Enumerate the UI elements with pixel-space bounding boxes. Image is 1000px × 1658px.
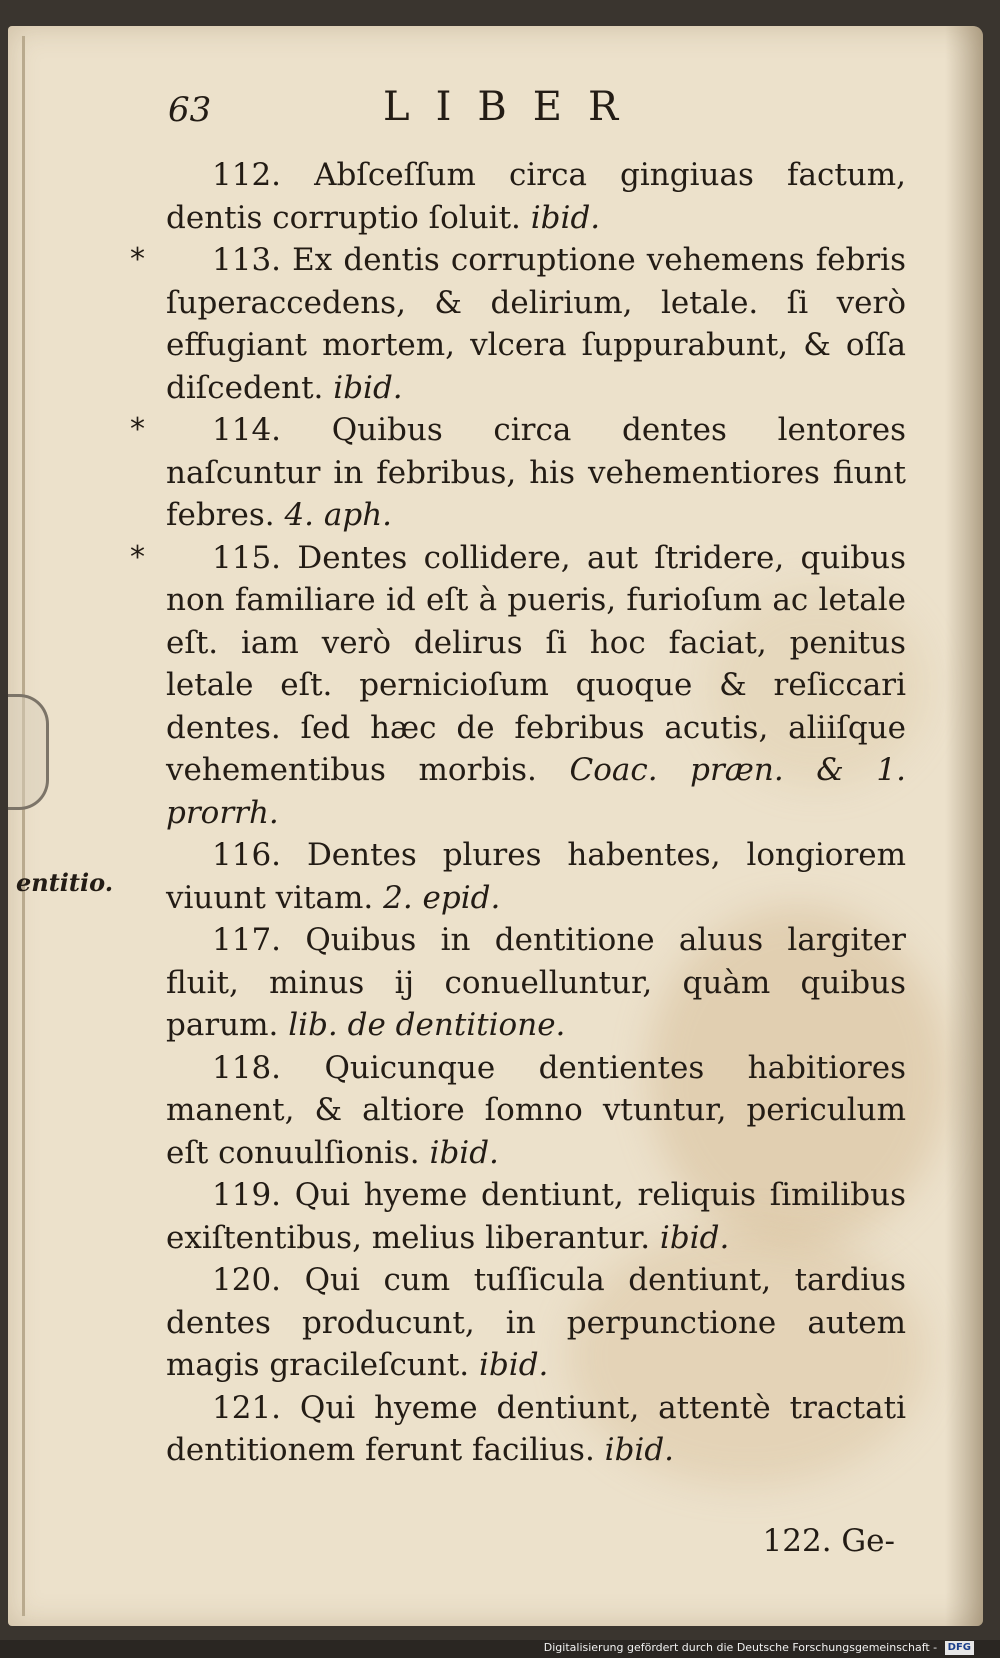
aphorism-entry [166,1259,906,1387]
entry-number: 121. [212,1389,282,1426]
margin-note: entitio. [16,868,114,897]
entry-text: Qui cum tuſſicula dentiunt, tardius dentes producunt, in perpunctione autem magis gracileſcunt. [166,1262,906,1383]
entry-text: Qui hyeme dentiunt, attentè tractati dentitionem ferunt facilius. [166,1389,906,1468]
entry-number: 120. [212,1262,282,1298]
book-clasp [8,694,49,810]
source-reference: ibid. [530,199,601,236]
aphorism-entry [166,919,906,1047]
source-reference: ibid. [604,1432,675,1468]
source-reference: Coac. præn. & 1. prorrh. [166,752,907,831]
asterisk-marker: * [130,412,145,447]
entry-number: 119. [212,1177,282,1213]
credit-text: Digitalisierung gefördert durch die Deutsche Forschungsgemeinschaft - [543,1641,938,1654]
page-body-text [130,154,907,1472]
catchword: 122. Ge- [762,1523,895,1559]
source-reference: ibid. [429,1134,499,1171]
asterisk-marker: * [130,242,145,277]
source-reference: 2. epid. [383,879,501,916]
entry-number: 112. [212,157,282,193]
source-reference: ibid. [479,1347,549,1383]
entry-text: Quibus circa dentes lentores naſcuntur in febribus, his vehementiores fiunt febres. [166,412,906,533]
entry-text: Qui hyeme dentiunt, reliquis ſimilibus exiſtentibus, melius liberantur. [166,1177,907,1256]
digitization-credit [544,1641,974,1655]
entry-number: 117. [212,922,282,958]
page-header [168,76,888,136]
aphorism-entry [166,834,906,919]
running-head: LIBER [383,84,645,130]
aphorism-entry [130,409,906,537]
aphorism-entry [130,537,907,835]
entry-text: Dentes plures habentes, longiorem viuunt vitam. [166,837,906,916]
source-reference: 4. aph. [284,497,393,533]
asterisk-marker: * [130,539,145,575]
folio-number: 63 [168,90,212,130]
entry-number: 115. [212,539,282,576]
aphorism-entry [166,154,906,239]
page-gutter-line [22,36,25,1616]
aphorism-entry [166,1174,906,1259]
entry-number: 118. [212,1049,282,1086]
source-reference: ibid. [333,369,403,406]
entry-text: Dentes collidere, aut ſtridere, quibus non familiare id eſt à pueris, furioſum ac letale eſt. iam verò delirus ſi hoc faciat, penitus letale eſt. pernicioſum quoque & reſiccari dentes. ſed hæc de febribus acutis, aliiſque vehementibus morbis. [166,539,907,788]
aphorism-entry [166,1387,906,1472]
entry-text: Abſceſſum circa gingiuas factum, dentis corruptio ſoluit. [166,157,906,236]
book-page [8,26,983,1626]
page-fore-edge-shadow [945,26,983,1626]
entry-text: Ex dentis corruptione vehemens febris ſuperaccedens, & delirium, letale. ſi verò effugiant mortem, vlcera ſuppurabunt, & oſſa diſcedent. [166,242,907,406]
entry-number: 116. [212,837,282,873]
source-reference: ibid. [659,1219,730,1256]
aphorism-entry [166,1047,906,1175]
entry-number: 114. [212,412,282,448]
aphorism-entry [130,239,907,409]
entry-text: Quicunque dentientes habitiores manent, & altiore ſomno vtuntur, periculum eſt conuulſionis. [166,1049,906,1171]
entry-number: 113. [212,242,282,278]
entry-text: Quibus in dentitione aluus largiter fluit, minus ij conuelluntur, quàm quibus parum. [166,922,907,1043]
dfg-logo: DFG [945,1641,974,1655]
source-reference: lib. de dentitione. [288,1007,566,1043]
